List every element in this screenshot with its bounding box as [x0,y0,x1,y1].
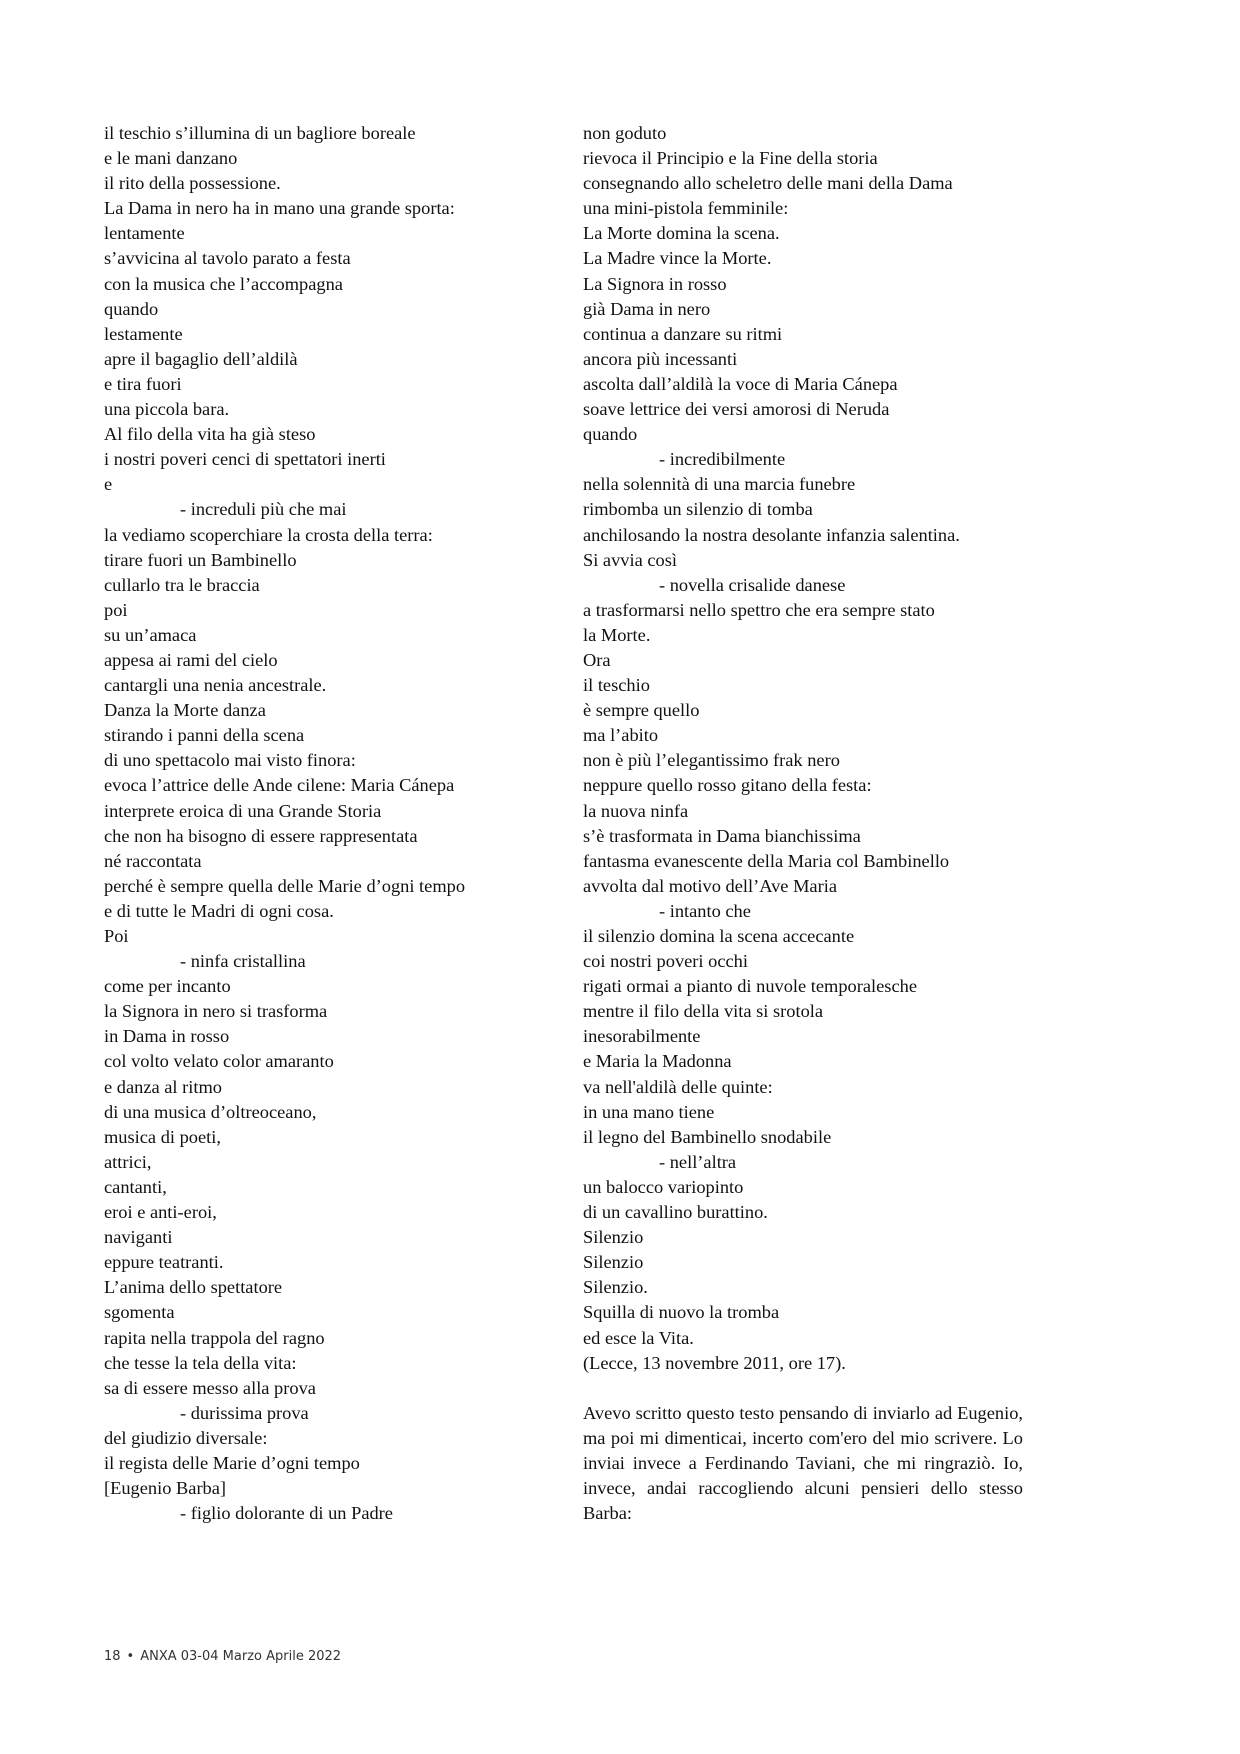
poem-line: sa di essere messo alla prova [104,1377,316,1398]
poem-line: musica di poeti, [104,1126,221,1147]
poem-line: appesa ai rami del cielo [104,649,278,670]
poem-line: lentamente [104,223,185,244]
poem-line: rievoca il Principio e la Fine della storia [583,148,878,169]
poem-line: il regista delle Marie d’ogni tempo [104,1452,360,1473]
poem-line: con la musica che l’accompagna [104,273,343,294]
poem-line: come per incanto [104,976,231,997]
poem-line: eppure teatranti. [104,1252,224,1273]
poem-line: La Morte domina la scena. [583,223,780,244]
poem-line: rigati ormai a pianto di nuvole temporalesche [583,976,917,997]
poem-line: in Dama in rosso [104,1026,230,1047]
poem-line: [Eugenio Barba] [104,1478,227,1499]
poem-line: - intanto che [659,900,751,921]
poem-line: avvolta dal motivo dell’Ave Maria [583,875,837,896]
poem-line: la Signora in nero si trasforma [104,1001,328,1022]
poem-line: ed esce la Vita. [583,1327,694,1348]
poem-line: il rito della possessione. [104,173,281,194]
poem-line: quando [583,424,638,445]
poem-line: di un cavallino burattino. [583,1202,768,1223]
poem-line: già Dama in nero [583,298,711,319]
poem-line: sgomenta [104,1302,175,1323]
poem-line: che tesse la tela della vita: [104,1352,297,1373]
poem-line: eroi e anti-eroi, [104,1202,217,1223]
poem-line: non è più l’elegantissimo frak nero [583,750,840,771]
page-number: 18 [104,1649,121,1664]
poem-line: inesorabilmente [583,1026,701,1047]
poem-line: soave lettrice dei versi amorosi di Neruda [583,399,890,420]
poem-line: Silenzio [583,1252,644,1273]
poem-line: s’è trasformata in Dama bianchissima [583,825,861,846]
poem-line: Squilla di nuovo la tromba [583,1302,780,1323]
poem-line: cantargli una nenia ancestrale. [104,675,327,696]
poem-line: - ninfa cristallina [180,951,306,972]
poem-line: cantanti, [104,1176,167,1197]
poem-line: Silenzio. [583,1277,648,1298]
poem-line: e di tutte le Madri di ogni cosa. [104,900,334,921]
poem-line: continua a danzare su ritmi [583,323,783,344]
poem-line: una piccola bara. [104,399,230,420]
poem-line: La Signora in rosso [583,273,727,294]
poem-line: lestamente [104,323,183,344]
poem-line: Silenzio [583,1227,644,1248]
poem-line: Danza la Morte danza [104,700,266,721]
poem-line: i nostri poveri cenci di spettatori inerti [104,449,386,470]
page-footer [104,1649,341,1664]
poem-line: e tira fuori [104,373,182,394]
poem-line: Al filo della vita ha già steso [104,424,316,445]
poem-line: cullarlo tra le braccia [104,574,260,595]
poem-line: anchilosando la nostra desolante infanzia salentina. [583,524,960,545]
poem-line: ascolta dall’aldilà la voce di Maria Cánepa [583,373,898,394]
poem-line: di una musica d’oltreoceano, [104,1101,317,1122]
poem-line: mentre il filo della vita si srotola [583,1001,824,1022]
poem-line: la vediamo scoperchiare la crosta della terra: [104,524,433,545]
poem-line: il teschio s’illumina di un bagliore boreale [104,123,416,143]
poem-line: La Madre vince la Morte. [583,248,772,269]
poem-line: a trasformarsi nello spettro che era sempre stato [583,599,935,620]
poem-line: ancora più incessanti [583,348,738,369]
poem-line: - incredibilmente [659,449,786,470]
poem-line: interprete eroica di una Grande Storia [104,800,382,821]
poem-line: né raccontata [104,850,202,871]
poem-line: apre il bagaglio dell’aldilà [104,348,298,369]
poem-line: e Maria la Madonna [583,1051,732,1072]
poem-line: - nell’altra [659,1151,737,1172]
poem-line: (Lecce, 13 novembre 2011, ore 17). [583,1352,846,1373]
poem-line: - novella crisalide danese [659,574,846,595]
poem-line: Si avvia così [583,549,677,570]
poem-line: che non ha bisogno di essere rappresentata [104,825,418,846]
poem-line: Poi [104,926,129,946]
poem-line: e [104,474,113,495]
poem-line: Ora [583,649,611,670]
poem-line: naviganti [104,1227,173,1248]
poem-line: L’anima dello spettatore [104,1277,283,1298]
poem-line: rapita nella trappola del ragno [104,1327,325,1348]
poem-line: un balocco variopinto [583,1176,744,1197]
poem-line: in una mano tiene [583,1101,715,1122]
poem-line: attrici, [104,1151,152,1172]
poem-line: neppure quello rosso gitano della festa: [583,775,872,796]
poem-line: poi [104,599,128,620]
poem-line: coi nostri poveri occhi [583,951,748,972]
poem-left-column [104,121,534,1526]
poem-line: il legno del Bambinello snodabile [583,1126,832,1147]
poem-line: di uno spettacolo mai visto finora: [104,750,356,771]
poem-line: rimbomba un silenzio di tomba [583,499,813,520]
poem-line: su un’amaca [104,624,197,645]
footer-separator: • [126,1649,135,1664]
poem-line: s’avvicina al tavolo parato a festa [104,248,351,269]
poem-line: - increduli più che mai [180,499,347,520]
poem-line: non goduto [583,123,667,143]
closing-paragraph: Avevo scritto questo testo pensando di inviarlo ad Eugenio, ma poi mi dimenticai, incerto com'ero del mio scrivere. Lo inviai invece a Ferdinando Taviani, che mi ringraziò. Io, invece, andai raccogliendo alcuni pensieri dello stesso Barba: [583,1402,1023,1524]
poem-line: il silenzio domina la scena accecante [583,926,855,946]
poem-line: e le mani danzano [104,148,238,169]
poem-line: La Dama in nero ha in mano una grande sporta: [104,198,455,219]
poem-line: ma l’abito [583,725,659,746]
poem-line: va nell'aldilà delle quinte: [583,1076,773,1097]
poem-line: il teschio [583,675,650,696]
poem-line: la nuova ninfa [583,800,689,821]
poem-line: fantasma evanescente della Maria col Bambinello [583,850,950,871]
poem-line: la Morte. [583,624,651,645]
poem-line: stirando i panni della scena [104,725,305,746]
poem-right-column [583,121,1023,1545]
poem-line: è sempre quello [583,700,700,721]
poem-line: perché è sempre quella delle Marie d’ogni tempo [104,875,466,896]
publication-info: ANXA 03-04 Marzo Aprile 2022 [140,1649,342,1664]
poem-line: - figlio dolorante di un Padre [180,1503,393,1524]
poem-line: col volto velato color amaranto [104,1051,334,1072]
poem-line: consegnando allo scheletro delle mani della Dama [583,173,953,194]
poem-line: - durissima prova [180,1402,309,1423]
poem-line: nella solennità di una marcia funebre [583,474,856,495]
poem-line: del giudizio diversale: [104,1427,268,1448]
poem-line: tirare fuori un Bambinello [104,549,297,570]
poem-right-lines [583,121,1023,1376]
poem-line: e danza al ritmo [104,1076,222,1097]
poem-line: evoca l’attrice delle Ande cilene: Maria Cánepa [104,775,455,796]
poem-line: quando [104,298,159,319]
poem-line: una mini-pistola femminile: [583,198,789,219]
